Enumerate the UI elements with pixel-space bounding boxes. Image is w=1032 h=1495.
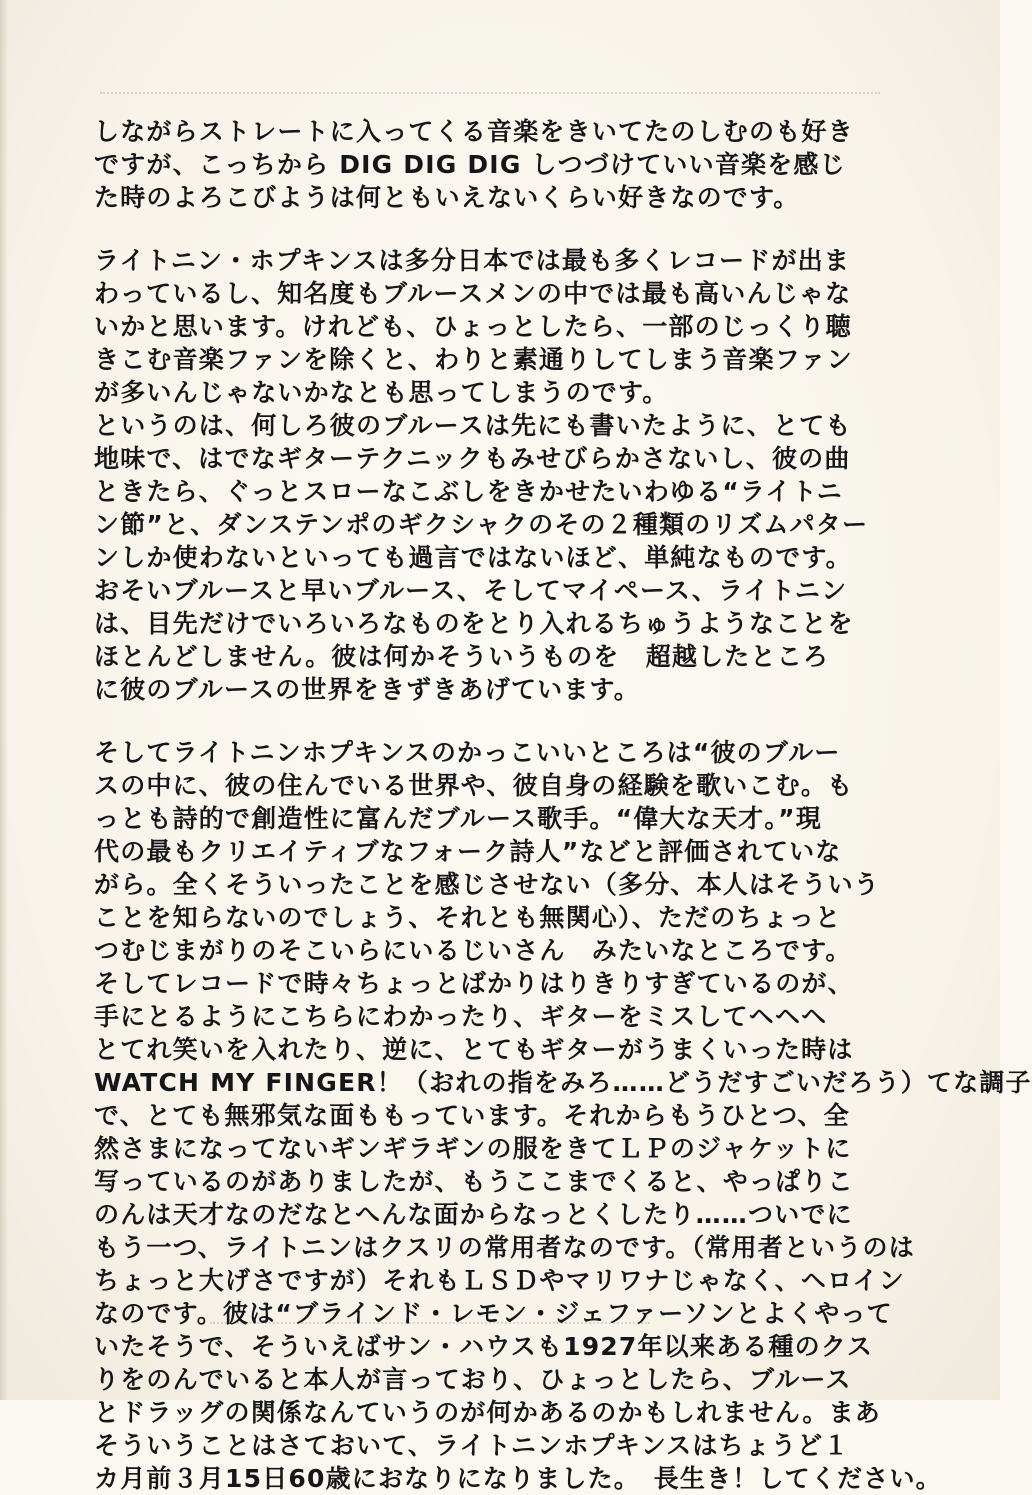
text-line: いたそうで、そういえばサン・ハウスも1927年以来ある種のクス: [94, 1332, 874, 1361]
text-line: つむじまがりのそこいらにいるじいさん みたいなところです。: [94, 936, 852, 965]
text-line: わっているし、知名度もブルースメンの中では最も高いんじゃな: [94, 279, 852, 308]
text-line: しながらストレートに入ってくる音楽をきいてたのしむのも好き: [94, 117, 854, 146]
text-line: ですが、こっちから DIG DIG DIG しつづけていい音楽を感じ: [94, 150, 846, 179]
text-line: というのは、何しろ彼のブルースは先にも書いたように、とても: [94, 411, 852, 440]
text-line: 手にとるようにこちらにわかったり、ギターをミスしてヘヘヘ: [94, 1002, 828, 1031]
text-line: は、目先だけでいろいろなものをとり入れるちゅうようなことを: [94, 609, 854, 638]
text-line: スの中に、彼の住んでいる世界や、彼自身の経験を歌いこむ。も: [94, 771, 854, 800]
text-line: ことを知らないのでしょう、それとも無関心）、ただのちょっと: [94, 903, 842, 932]
text-line: た時のよろこびようは何ともいえないくらい好きなのです。: [94, 183, 800, 212]
text-line: 写っているのがありましたが、もうここまでくると、やっぱりこ: [94, 1167, 854, 1196]
text-line: とてれ笑いを入れたり、逆に、とてもギターがうまくいった時は: [94, 1035, 854, 1064]
text-line: っとも詩的で創造性に富んだブルース歌手。“偉大な天才。”現: [94, 804, 822, 833]
text-line: おそいブルースと早いブルース、そしてマイペース、ライトニン: [94, 576, 848, 605]
text-line: ちょっと大げさですが）それもＬＳＤやマリワナじゃなく、ヘロイン: [94, 1266, 905, 1295]
text-line: のんは天才なのだなとへんな面からなっとくしたり……ついでに: [94, 1200, 853, 1229]
text-line: 地味で、はでなギターテクニックもみせびらかさないし、彼の曲: [94, 444, 851, 473]
text-line: に彼のブルースの世界をきずきあげています。: [94, 675, 640, 704]
text-line: で、とても無邪気な面ももっています。それからもうひとつ、全: [94, 1101, 850, 1130]
text-line: なのです。彼は“ブラインド・レモン・ジェファーソンとよくやって: [94, 1299, 893, 1328]
text-line: もう一つ、ライトニンはクスリの常用者なのです。（常用者というのは: [94, 1233, 915, 1262]
text-line: そういうことはさておいて、ライトニンホプキンスはちょうど１: [94, 1431, 850, 1460]
text-line: りをのんでいると本人が言っており、ひょっとしたら、ブルース: [94, 1365, 852, 1394]
text-line: カ月前３月15日60歳におなりになりました。 長生き！してください。: [94, 1464, 942, 1493]
text-line: きこむ音楽ファンを除くと、わりと素通りしてしまう音楽ファン: [94, 345, 853, 374]
text-line: がら。全くそういったことを感じさせない（多分、本人はそういう: [94, 870, 881, 899]
text-line: ときたら、ぐっとスローなこぶしをきかせたいわゆる“ライトニ: [94, 477, 843, 506]
text-line: ンしか使わないといっても過言ではないほど、単純なものです。: [94, 543, 852, 572]
text-line: ライトニン・ホプキンスは多分日本では最も多くレコードが出ま: [94, 246, 851, 275]
text-line: 然さまになってないギンギラギンの服をきてＬＰのジャケットに: [94, 1134, 852, 1163]
paragraph-gap: [94, 706, 924, 736]
text-line: ほとんどしません。彼は何かそういうものを 超越したところ: [94, 642, 830, 671]
text-line: ン節”と、ダンステンポのギクシャクのその２種類のリズムパター: [94, 510, 869, 539]
paragraph-gap: [94, 214, 924, 244]
text-line: いかと思います。けれども、ひょっとしたら、一部のじっくり聴: [94, 312, 852, 341]
text-line: WATCH MY FINGER！（おれの指をみろ……どうだすごいだろう）てな調子: [94, 1068, 1032, 1097]
text-line: そしてレコードで時々ちょっとばかりはりきりすぎているのが、: [94, 969, 854, 998]
paragraph: [94, 244, 924, 706]
text-line: 代の最もクリエイティブなフォーク詩人”などと評価されていな: [94, 837, 842, 866]
show-through-text: [100, 92, 880, 108]
text-line: が多いんじゃないかなとも思ってしまうのです。: [94, 378, 669, 407]
paragraph: [94, 736, 1032, 1495]
paragraph: [94, 115, 924, 214]
paper-edge: [0, 0, 8, 1400]
text-line: そしてライトニンホプキンスのかっこいいところは“彼のブルー: [94, 738, 841, 767]
handwritten-text-body: [94, 115, 1032, 1495]
text-line: とドラッグの関係なんていうのが何かあるのかもしれません。まあ: [94, 1398, 882, 1427]
